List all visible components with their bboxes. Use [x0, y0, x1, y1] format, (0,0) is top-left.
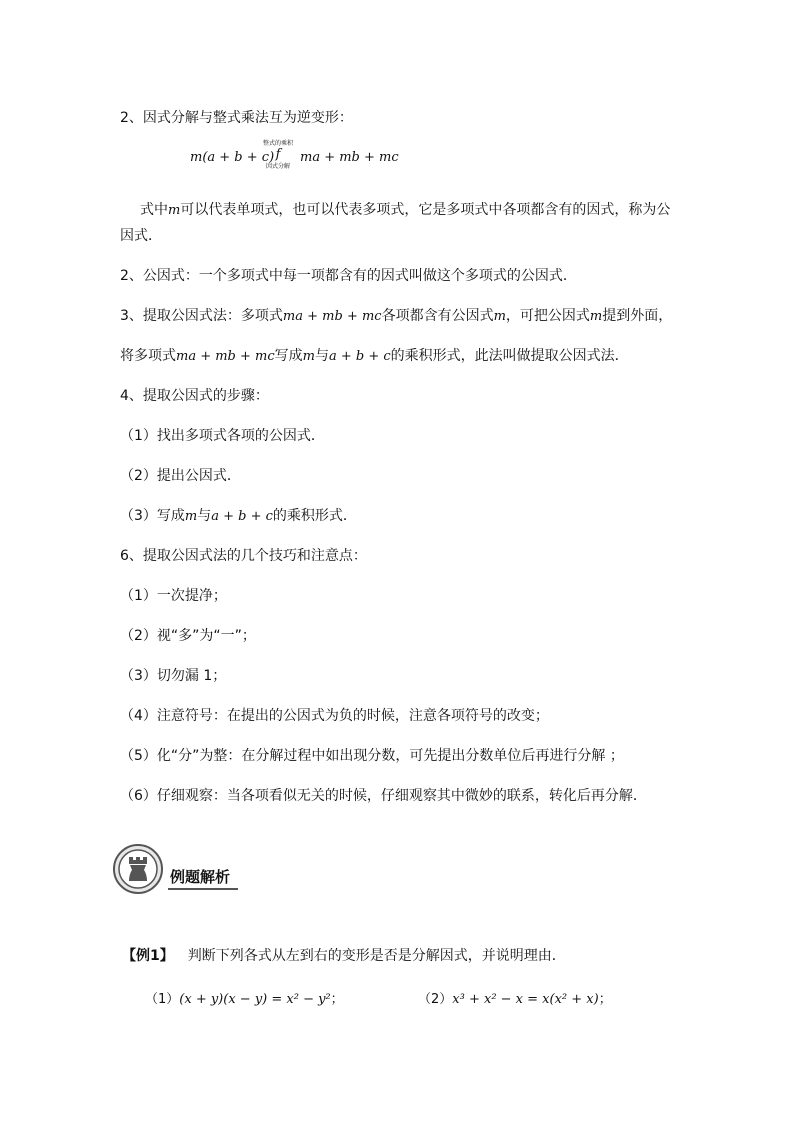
- section-underline: [168, 888, 238, 890]
- formula-mid: f: [275, 147, 281, 162]
- text: （3）写成: [120, 508, 185, 524]
- text: 3、提取公因式法：多项式: [120, 308, 283, 324]
- step-2: （2）提出公因式．: [120, 468, 241, 484]
- paragraph-extraction-method-cont: [120, 346, 629, 367]
- math-m: m: [184, 509, 198, 524]
- paragraph-inverse-transform: 2、因式分解与整式乘法互为逆变形：: [120, 110, 353, 126]
- eq-expression: x³ + x² − x = x(x² + x): [452, 992, 599, 1007]
- math-expr: a + b + c: [211, 509, 273, 524]
- formula-arrow: [258, 140, 298, 170]
- text: 将多项式: [120, 348, 176, 364]
- example-text: 判断下列各式从左到右的变形是否是分解因式，并说明理由．: [187, 948, 566, 964]
- formula-rhs: ma + mb + mc: [300, 150, 399, 165]
- step-1: （1）找出多项式各项的公因式．: [120, 428, 325, 444]
- text: 的乘积形式，此法叫做提取公因式法．: [390, 348, 629, 364]
- text: 可以代表单项式，也可以代表多项式，它是多项式中各项都含有的因式，称为公: [180, 202, 671, 218]
- tip-4: （4）注意符号：在提出的公因式为负的时候，注意各项符号的改变；: [120, 708, 549, 724]
- text: ，可把公因式: [505, 308, 590, 324]
- example-eq-1: [145, 988, 344, 1007]
- paragraph-common-factor-explain: [140, 200, 670, 221]
- text: 与: [197, 508, 212, 524]
- paragraph-common-factor-explain-cont: 因式．: [120, 228, 162, 244]
- tip-1: （1）一次提净；: [120, 588, 227, 604]
- math-m: m: [589, 309, 603, 324]
- text: 提到外面，: [602, 308, 673, 324]
- section-title: 例题解析: [170, 868, 231, 886]
- paragraph-common-factor-def: 2、公因式：一个多项式中每一项都含有的因式叫做这个多项式的公因式．: [120, 268, 577, 284]
- eq-end: ；: [598, 992, 612, 1007]
- eq-end: ；: [330, 992, 344, 1007]
- chess-rook-icon: [112, 843, 164, 899]
- tip-2: （2）视“多”为“一”；: [120, 628, 256, 644]
- formula-lhs: m(a + b + c): [190, 150, 275, 165]
- text: 各项都含有公因式: [381, 308, 494, 324]
- math-expr: ma + mb + mc: [282, 309, 382, 324]
- paragraph-steps-heading: 4、提取公因式的步骤：: [120, 388, 269, 404]
- math-m: m: [493, 309, 506, 324]
- tip-3: （3）切勿漏 1；: [120, 668, 227, 684]
- formula-top-label: 整式的乘积: [262, 140, 293, 147]
- math-m: m: [168, 203, 181, 218]
- text: 与: [314, 348, 329, 364]
- paragraph-tips-heading: 6、提取公因式法的几个技巧和注意点：: [120, 548, 367, 564]
- text: 写成: [274, 348, 303, 364]
- eq-number: （2）: [418, 992, 453, 1007]
- math-expr: a + b + c: [328, 349, 391, 364]
- text: 式中: [140, 202, 168, 218]
- tip-6: （6）仔细观察：当各项看似无关的时候，仔细观察其中微妙的联系，转化后再分解．: [120, 788, 647, 804]
- factoring-formula: [190, 140, 430, 180]
- tip-5: （5）化“分”为整：在分解过程中如出现分数，可先提出分数单位后再进行分解 ；: [120, 748, 624, 764]
- formula-bottom-label: 因式分解: [265, 163, 290, 170]
- example-label: 【例1】: [122, 948, 174, 964]
- math-expr: ma + mb + mc: [176, 349, 275, 364]
- math-m: m: [302, 349, 315, 364]
- step-3: [120, 506, 357, 527]
- example-1: [122, 946, 566, 966]
- paragraph-extraction-method: [120, 306, 672, 327]
- eq-number: （1）: [145, 992, 180, 1007]
- text: 的乘积形式．: [272, 508, 357, 524]
- example-eq-2: [418, 988, 612, 1007]
- eq-expression: (x + y)(x − y) = x² − y²: [179, 992, 331, 1007]
